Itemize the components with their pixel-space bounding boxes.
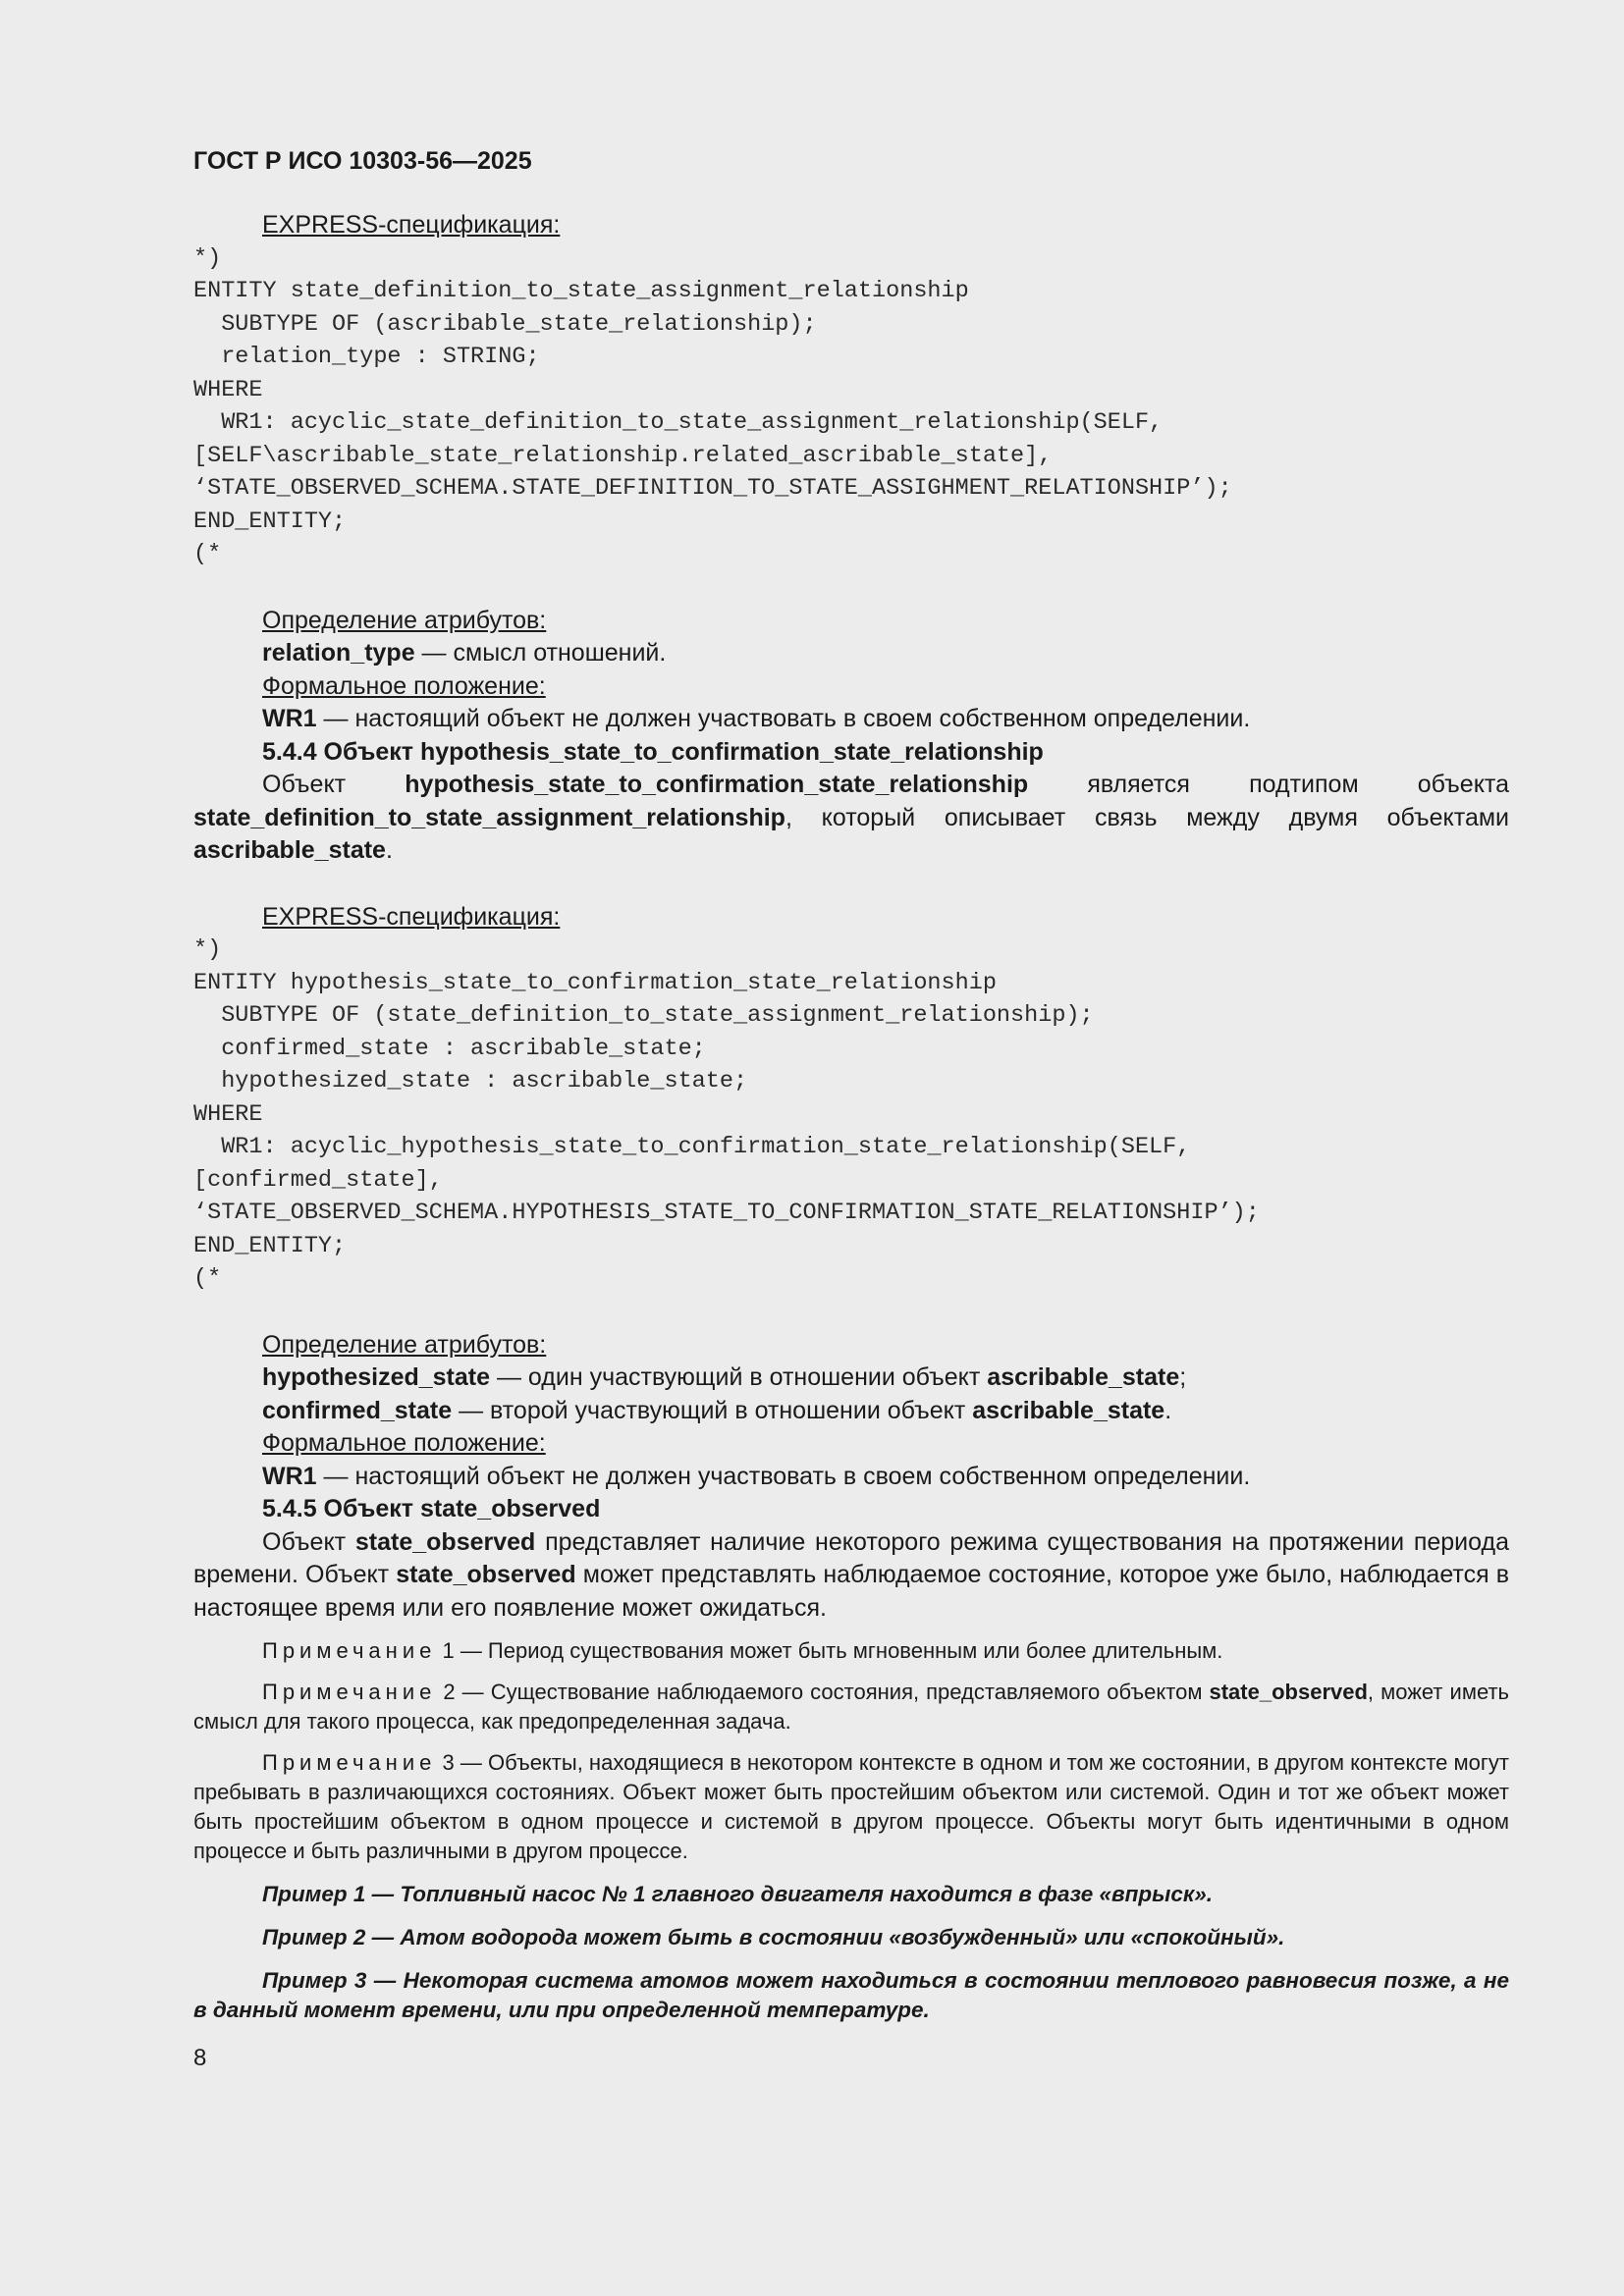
section-paragraph — [193, 1526, 1509, 1626]
entity-name: ascribable_state — [987, 1363, 1180, 1391]
text-run: является подтипом объекта — [1028, 771, 1509, 798]
section-heading — [193, 736, 1509, 770]
note-label: Примечание — [262, 1638, 437, 1663]
attribute-text: — смысл отношений. — [414, 639, 667, 667]
section-heading-text: 5.4.5 Объект state_observed — [262, 1495, 601, 1522]
text-run: Объект — [262, 771, 406, 798]
section-paragraph — [193, 769, 1509, 868]
text-run: . — [385, 836, 393, 864]
attribute-name: confirmed_state — [262, 1396, 453, 1424]
entity-name: hypothesis_state_to_confirmation_state_relationship — [405, 771, 1029, 798]
note-text: , может иметь смысл для такого процесса, как предопределенная задача. — [193, 1680, 1509, 1734]
text-run: . — [1164, 1396, 1172, 1424]
rule-name: WR1 — [262, 705, 317, 732]
note-text: — Объекты, находящиеся в некотором контексте в одном и том же состоянии, в другом контексте могут пребывать в различающихся состояниях. Объект может быть простейшим объектом или системой. Один и тот же объект может быть простейшим объектом в одном процессе и системой в другом процессе. Объекты могут быть идентичными в одном процессе и быть различными в другом процессе. — [193, 1750, 1509, 1863]
entity-name: state_definition_to_state_assignment_relationship — [193, 803, 785, 831]
note-text: — Период существования может быть мгновенным или более длительным. — [454, 1638, 1223, 1663]
text-run: может представлять наблюдаемое состояние, которое уже было, наблюдается в настоящее время или его появление может ожидаться. — [193, 1561, 1509, 1622]
entity-name: state_observed — [1209, 1680, 1368, 1704]
note — [193, 1636, 1509, 1666]
express-code-block: *) ENTITY state_definition_to_state_assignment_relationship SUBTYPE OF (ascribable_state_relationship); relation_type : STRING; WHERE WR1: acyclic_state_definition_to_state_assignment_relationship(SELF, [SELF\ascribable_state_relationship.related_ascribable_state], ‘STATE_OBSERVED_SCHEMA.STATE_DEFINITION_TO_STATE_ASSIGHMENT_RELATIONSHIP’); END_ENTITY; (* — [193, 244, 1232, 567]
text-run: ; — [1179, 1363, 1187, 1391]
formal-title: Формальное положение: — [262, 671, 546, 700]
rule-name: WR1 — [262, 1462, 317, 1490]
express-code-block: *) ENTITY hypothesis_state_to_confirmation_state_relationship SUBTYPE OF (state_definition_to_state_assignment_relationship); confirmed_state : ascribable_state; hypothesized_state : ascribable_state; WHERE WR1: acyclic_hypothesis_state_to_confirmation_state_relationship(SELF, [confirmed_state], ‘STATE_OBSERVED_SCHEMA.HYPOTHESIS_STATE_TO_CONFIRMATION_STATE_RELATIONSHIP’); END_ENTITY; (* — [193, 936, 1260, 1292]
note-number: 1 — [436, 1638, 455, 1663]
attribute-name: relation_type — [262, 639, 415, 667]
note-label: Примечание — [262, 1680, 437, 1704]
text-run: Объект — [262, 1527, 355, 1556]
rule-definition — [193, 703, 1509, 736]
rule-text: — настоящий объект не должен участвовать в своем собственном определении. — [316, 1462, 1251, 1490]
page-number: 8 — [193, 2045, 207, 2071]
entity-name: state_observed — [396, 1561, 576, 1588]
text-run: , который описывает связь между двумя объектами — [785, 803, 1509, 831]
formal-title: Формальное положение: — [262, 1429, 546, 1457]
attribute-text: — второй участвующий в отношении объект — [452, 1396, 973, 1424]
section-heading — [193, 1493, 1509, 1526]
example: Пример 2 — Атом водорода может быть в состоянии «возбужденный» или «спокойный». — [262, 1925, 1285, 1949]
page — [193, 147, 1509, 2072]
express-spec-title: EXPRESS-спецификация: — [262, 211, 561, 239]
attribute-name: hypothesized_state — [262, 1363, 491, 1391]
attribute-text: — один участвующий в отношении объект — [490, 1363, 988, 1391]
section-heading-text: 5.4.4 Объект hypothesis_state_to_confirmation_state_relationship — [262, 737, 1044, 766]
entity-name: ascribable_state — [193, 836, 386, 864]
entity-name: state_observed — [354, 1527, 536, 1556]
attribute-definition — [193, 1362, 1509, 1395]
note-label: Примечание — [262, 1750, 437, 1775]
note — [193, 1678, 1509, 1736]
entity-name: ascribable_state — [972, 1396, 1165, 1424]
attributes-title: Определение атрибутов: — [262, 1330, 547, 1359]
rule-text: — настоящий объект не должен участвовать в своем собственном определении. — [316, 705, 1251, 732]
example: Пример 1 — Топливный насос № 1 главного двигателя находится в фазе «впрыск». — [262, 1882, 1213, 1906]
express-spec-title: EXPRESS-спецификация: — [262, 902, 561, 931]
attributes-title: Определение атрибутов: — [262, 606, 547, 634]
note-text: — Существование наблюдаемого состояния, представляемого объектом — [455, 1680, 1210, 1704]
example: Пример 3 — Некоторая система атомов может находиться в состоянии теплового равновесия позже, а не в данный момент времени, или при определенной температуре. — [193, 1968, 1509, 2022]
note-number: 2 — [436, 1680, 456, 1704]
note — [193, 1748, 1509, 1866]
attribute-definition — [193, 637, 1509, 670]
rule-definition — [193, 1461, 1509, 1494]
attribute-definition — [193, 1395, 1509, 1428]
text-run: представляет наличие некоторого режима существования на протяжении периода времени. Объект — [193, 1527, 1509, 1588]
note-number: 3 — [436, 1750, 455, 1775]
document-header: ГОСТ Р ИСО 10303-56—2025 — [193, 147, 532, 175]
